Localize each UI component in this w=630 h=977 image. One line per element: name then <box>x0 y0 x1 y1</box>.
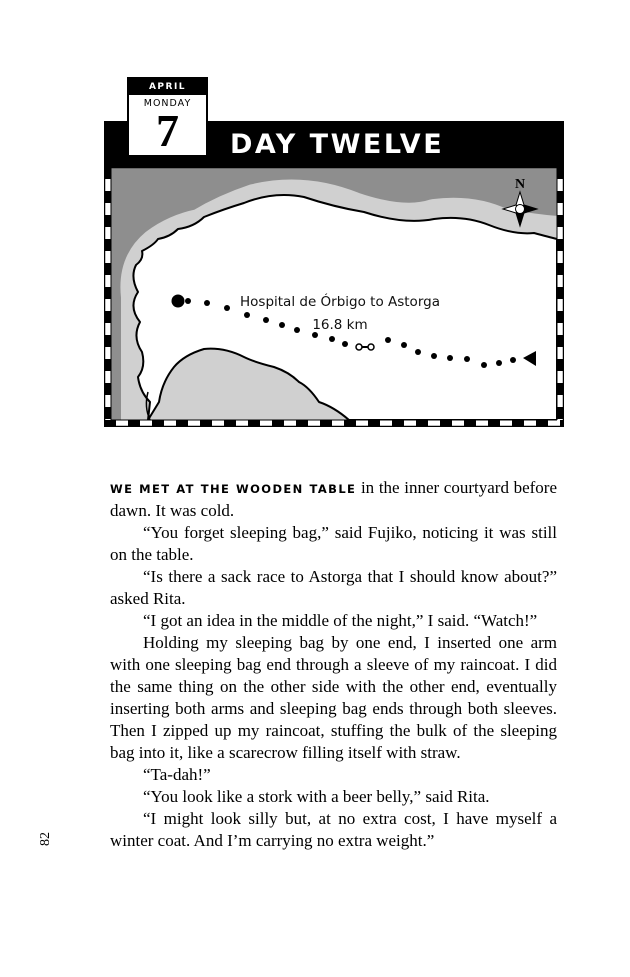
route-map <box>104 167 564 427</box>
paragraph: Holding my sleeping bag by one end, I inserted one arm with one sleeping bag end through a sleeve of my raincoat. I did the same thing on the other side with the other end, eventually inserting both arms and sleeping bag ends through both sleeves. Then I zipped up my raincoat, stuffing the bulk of the sleeping bag into it, like a scarecrow filling itself with straw. <box>110 633 557 762</box>
distance-label: 16.8 km <box>312 317 368 333</box>
lead-in: WE MET AT THE WOODEN TABLE <box>110 482 357 496</box>
paragraph: “Is there a sack race to Astorga that I should know about?” asked Rita. <box>110 567 557 608</box>
body-text <box>110 477 557 852</box>
compass-north-label: N <box>514 177 526 192</box>
day-title: DAY TWELVE <box>230 129 445 160</box>
route-label: Hospital de Órbigo to Astorga <box>240 294 440 310</box>
paragraph: “Ta-dah!” <box>143 765 211 784</box>
calendar-day: 7 <box>156 105 179 156</box>
paragraph: “You look like a stork with a beer belly,” said Rita. <box>143 787 490 806</box>
page-number: 82 <box>38 832 53 846</box>
calendar-badge <box>127 77 208 157</box>
paragraph-1 <box>110 477 557 522</box>
calendar-weekday: MONDAY <box>143 98 192 109</box>
paragraph-1-text: in the inner courtyard before dawn. It was cold. <box>110 478 557 520</box>
calendar-month: APRIL <box>129 79 206 95</box>
start-marker <box>172 295 185 308</box>
paragraph: “You forget sleeping bag,” said Fujiko, noticing it was still on the table. <box>110 523 557 564</box>
paragraph: “I might look silly but, at no extra cost, I have myself a winter coat. And I’m carrying no extra weight.” <box>110 809 557 850</box>
paragraph: “I got an idea in the middle of the night,” I said. “Watch!” <box>143 611 538 630</box>
